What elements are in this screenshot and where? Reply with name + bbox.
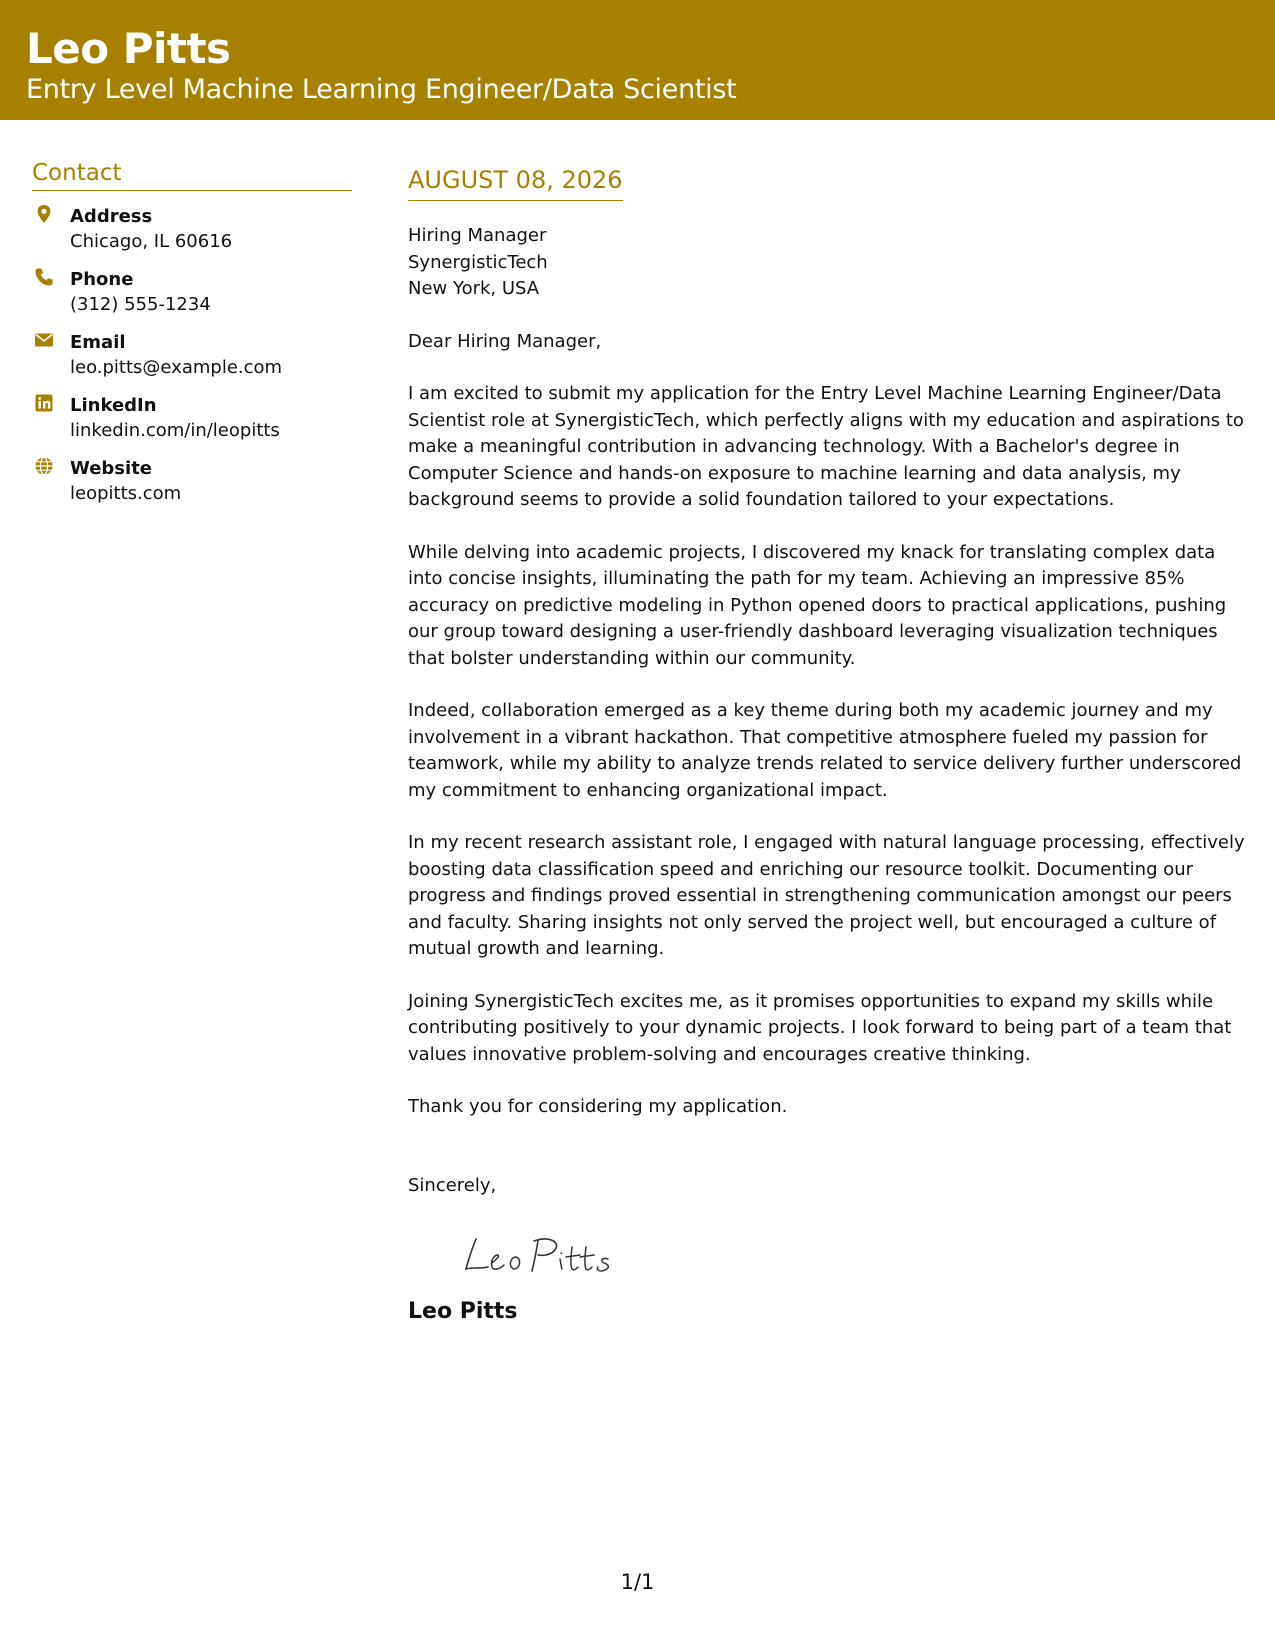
contact-label: Phone <box>70 269 134 290</box>
contact-value: (312) 555-1234 <box>70 294 211 315</box>
salutation: Dear Hiring Manager, <box>408 330 602 352</box>
page-number: 1/1 <box>620 1570 655 1594</box>
contact-value: leo.pitts@example.com <box>70 357 283 378</box>
contact-heading: Contact <box>32 160 352 191</box>
letter-date: AUGUST 08, 2026 <box>408 164 623 201</box>
contact-label: Email <box>70 332 126 353</box>
closing: Sincerely, <box>408 1174 497 1196</box>
letter-paragraph: While delving into academic projects, I discovered my knack for translating complex data into concise insights, illuminating the path for my team. Achieving an impressive 85% accuracy on predictive modeling in Python opened doors to practical applications, pushing our group toward designing a user-friendly dashboard leveraging visualization techniques that bolster understanding within our community. <box>408 541 1227 669</box>
contact-label: Address <box>70 206 153 227</box>
applicant-name: Leo Pitts <box>26 24 231 73</box>
handwritten-signature <box>458 1225 1250 1285</box>
contact-label: LinkedIn <box>70 395 157 416</box>
contact-phone <box>32 267 352 317</box>
contact-address <box>32 204 352 254</box>
signed-name: Leo Pitts <box>408 1299 518 1324</box>
contact-linkedin <box>32 393 352 443</box>
envelope-icon <box>34 330 54 350</box>
contact-value: Chicago, IL 60616 <box>70 231 233 252</box>
contact-email <box>32 330 352 380</box>
globe-icon <box>34 456 54 476</box>
recipient-block <box>408 223 1250 303</box>
contact-label: Website <box>70 458 153 479</box>
applicant-role: Entry Level Machine Learning Engineer/Data Scientist <box>26 74 737 105</box>
signature-icon <box>458 1225 638 1285</box>
contact-value: leopitts.com <box>70 483 182 504</box>
phone-icon <box>34 267 54 287</box>
map-pin-icon <box>34 204 54 224</box>
letter-paragraph: Indeed, collaboration emerged as a key theme during both my academic journey and my involvement in a vibrant hackathon. That competitive atmosphere fueled my passion for teamwork, while my ability to analyze trends related to service delivery further underscored my commitment to enhancing organizational impact. <box>408 700 1242 801</box>
letter-paragraph: Joining SynergisticTech excites me, as it promises opportunities to expand my skills while contributing positively to your dynamic projects. I look forward to being part of a team that values innovative problem-solving and encourages creative thinking. <box>408 990 1232 1065</box>
header-banner <box>0 0 1275 120</box>
recipient-line: Hiring Manager <box>408 225 547 246</box>
letter-body <box>408 164 1250 1326</box>
letter-paragraph: In my recent research assistant role, I engaged with natural language processing, effectively boosting data classification speed and enriching our resource toolkit. Documenting our progress and findings proved essential in strengthening communication amongst our peers and faculty. Sharing insights not only served the project well, but encouraged a culture of mutual growth and learning. <box>408 832 1245 959</box>
contact-value: linkedin.com/in/leopitts <box>70 420 280 441</box>
letter-paragraph: Thank you for considering my application. <box>408 1096 788 1117</box>
contact-website <box>32 456 352 506</box>
contact-sidebar <box>32 160 352 506</box>
recipient-line: SynergisticTech <box>408 251 548 273</box>
recipient-line: New York, USA <box>408 278 540 299</box>
letter-paragraph: I am excited to submit my application for the Entry Level Machine Learning Engineer/Data Scientist role at SynergisticTech, which perfectly aligns with my education and aspirations to make a meaningful contribution in advancing technology. With a Bachelor's degree in Computer Science and hands-on exposure to machine learning and data analysis, my background seems to provide a solid foundation tailored to your expectations. <box>408 383 1244 510</box>
linkedin-icon <box>34 393 54 413</box>
